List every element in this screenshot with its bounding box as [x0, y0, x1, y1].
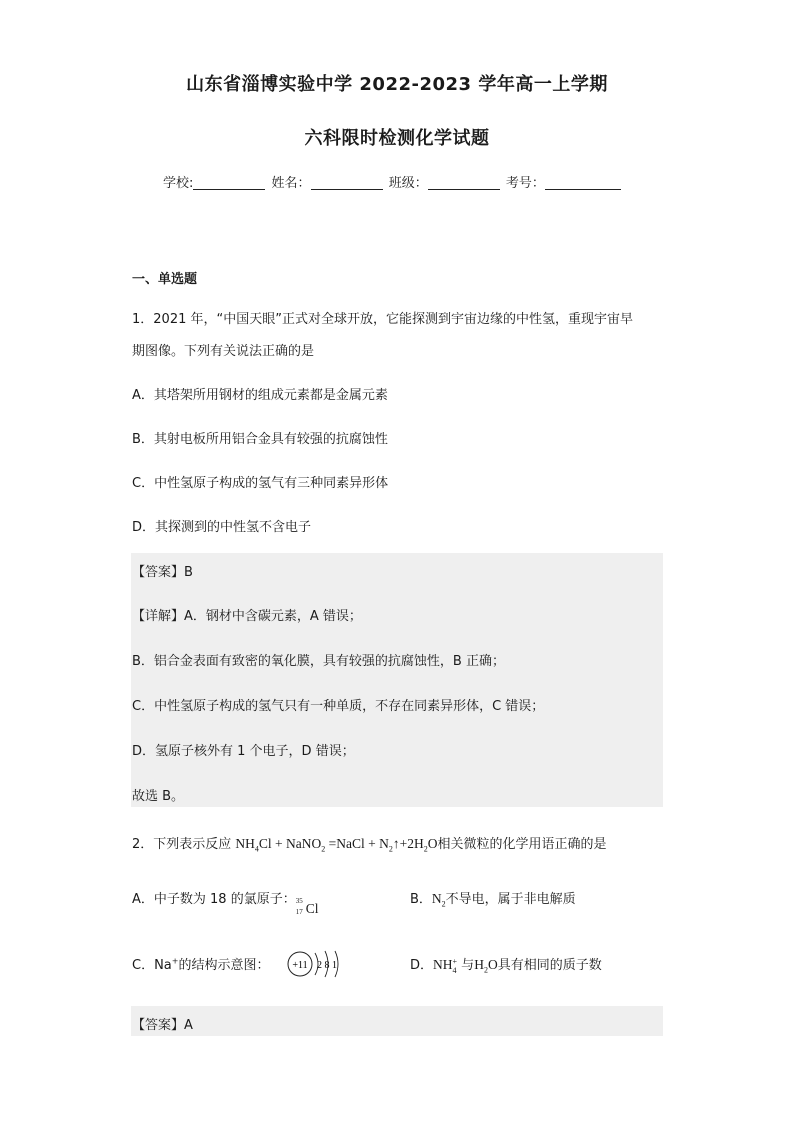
cl-atomic-number: 17	[295, 908, 303, 916]
q2-option-d-mid: 与	[461, 958, 475, 973]
electron-shell-counts: 2 8 1	[317, 960, 337, 971]
nucleus-charge: +11	[292, 960, 308, 971]
name-label: 姓名：	[271, 176, 311, 191]
section-title: 一、单选题	[132, 272, 198, 287]
q2-option-d-letter: D．	[410, 958, 434, 973]
q1-stem-line-1: 1．2021 年，“中国天眼”正式对全球开放，它能探测到宇宙边缘的中性氢，重现宇宙早	[132, 312, 633, 327]
q2-stem-suffix: 相关微粒的化学用语正确的是	[437, 837, 607, 852]
q2-option-d	[410, 954, 602, 975]
q2-option-a: A．中子数为 18 的氯原子： 35 17 Cl	[132, 892, 319, 916]
q2-option-b-letter: B．	[410, 892, 432, 907]
q2-option-b	[410, 888, 576, 909]
q2-reaction-equation: $NH_4Cl$ + NaNO$_2$ =NaCl + $N_2↑+2H_2O$	[235, 836, 438, 854]
q1-option-b: B．其射电板所用铝合金具有较强的抗腐蚀性	[132, 432, 388, 447]
q1-answer: 【答案】B	[132, 565, 193, 580]
q1-explanation-line-3: C．中性氢原子构成的氢气只有一种单质，不存在同素异形体，C 错误；	[132, 699, 545, 714]
ammonium-formula: $NH_4^+$	[433, 956, 458, 975]
title-line-1: 山东省淄博实验中学 2022-2023 学年高一上学期	[186, 74, 608, 95]
class-blank	[428, 175, 500, 190]
q2-answer-box	[131, 1006, 663, 1036]
q2-answer: 【答案】A	[132, 1018, 193, 1033]
q2-option-b-text: 不导电，属于非电解质	[445, 892, 576, 907]
q2-option-c-text: C．Na	[132, 958, 172, 973]
exam-number-label: 考号：	[505, 176, 545, 191]
name-blank	[311, 175, 383, 190]
q1-answer-box	[131, 553, 663, 807]
q2-stem-prefix: 2．下列表示反应	[132, 837, 232, 852]
school-label: 学校:	[163, 176, 194, 191]
q2-option-d-text: 具有相同的质子数	[497, 958, 602, 973]
sodium-ion-structure-diagram	[285, 948, 347, 980]
cl-mass-number: 35	[295, 897, 303, 905]
exam-number-blank	[545, 175, 621, 190]
q2-option-c: C．Na+的结构示意图：	[132, 956, 270, 973]
q1-explanation-line-4: D．氢原子核外有 1 个电子，D 错误；	[132, 744, 355, 759]
student-info-row	[163, 172, 623, 191]
q1-explanation-line-5: 故选 B。	[132, 789, 185, 804]
q1-explanation-line-2: B．铝合金表面有致密的氧化膜，具有较强的抗腐蚀性，B 正确；	[132, 654, 505, 669]
n2-formula: $N_2$	[431, 891, 446, 909]
q1-explanation-line-1: 【详解】A．钢材中含碳元素，A 错误；	[132, 609, 362, 624]
q1-option-a: A．其塔架所用钢材的组成元素都是金属元素	[132, 388, 388, 403]
title-line-2: 六科限时检测化学试题	[304, 128, 490, 149]
class-label: 班级：	[388, 176, 428, 191]
water-formula: $H_2O$	[474, 957, 498, 975]
school-blank	[193, 175, 265, 190]
q1-option-c: C．中性氢原子构成的氢气有三种同素异形体	[132, 476, 389, 491]
q1-stem-line-2: 期图像。下列有关说法正确的是	[132, 344, 315, 359]
q1-option-d: D．其探测到的中性氢不含电子	[132, 520, 312, 535]
q2-option-a-text: A．中子数为 18 的氯原子：	[132, 892, 296, 907]
q2-stem	[132, 833, 607, 854]
q2-option-c-suffix: 的结构示意图：	[178, 958, 270, 973]
